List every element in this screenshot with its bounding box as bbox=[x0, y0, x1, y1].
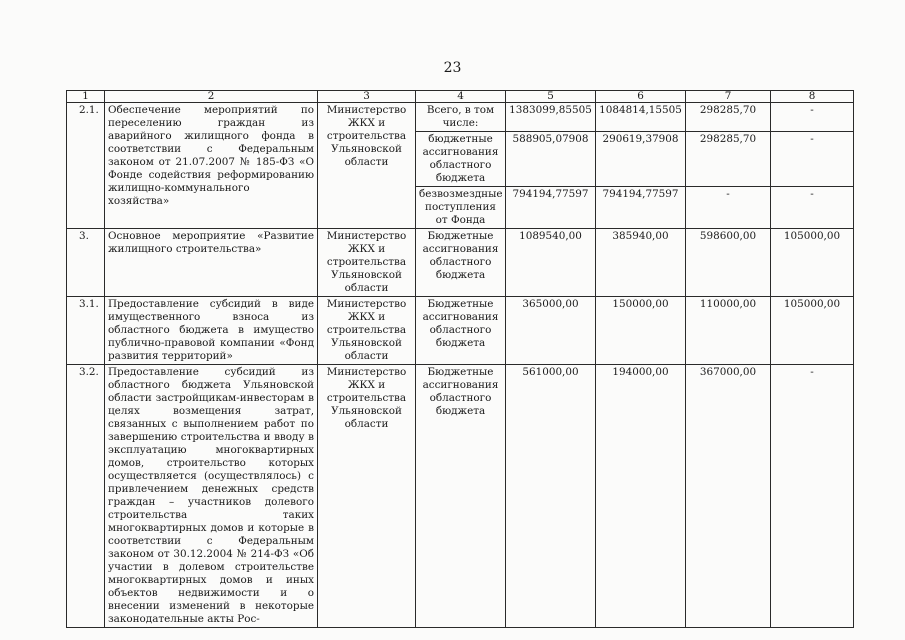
amount-col7: 367000,00 bbox=[686, 365, 771, 628]
table-row bbox=[67, 229, 854, 297]
table-row bbox=[67, 103, 854, 132]
amount-col5: 1089540,00 bbox=[506, 229, 596, 297]
amount-col8: 105000,00 bbox=[771, 229, 854, 297]
amount-col6: 794194,77597 bbox=[596, 187, 686, 229]
amount-col8: - bbox=[771, 365, 854, 628]
amount-col5: 365000,00 bbox=[506, 297, 596, 365]
program-table bbox=[66, 90, 854, 628]
activity-name: Предоставление субсидий в виде имущественного взноса из областного бюджета в имущество публично-правовой компании «Фонд развития территорий» bbox=[105, 297, 318, 365]
funding-source: Бюджетные ассигнования областного бюджета bbox=[416, 229, 506, 297]
page-number: 23 bbox=[443, 60, 462, 76]
funding-source: Бюджетные ассигнования областного бюджета bbox=[416, 365, 506, 628]
amount-col8: - bbox=[771, 103, 854, 132]
activity-name: Обеспечение мероприятий по переселению граждан из аварийного жилищного фонда в соответствии с Федеральным законом от 21.07.2007 № 185-ФЗ «О Фонде содействия реформированию жилищно-коммунального хозяйства» bbox=[105, 103, 318, 229]
activity-name: Основное мероприятие «Развитие жилищного строительства» bbox=[105, 229, 318, 297]
column-header-row bbox=[67, 91, 854, 103]
activity-name-cell bbox=[105, 365, 318, 628]
amount-col6: 1084814,15505 bbox=[596, 103, 686, 132]
table-row bbox=[67, 297, 854, 365]
column-header: 5 bbox=[506, 91, 596, 103]
column-header: 1 bbox=[67, 91, 105, 103]
amount-col8: - bbox=[771, 132, 854, 187]
row-number: 3. bbox=[67, 229, 105, 297]
table-row bbox=[67, 365, 854, 628]
funding-source: бюджетные ассигнования областного бюджета bbox=[416, 132, 506, 187]
amount-col6: 290619,37908 bbox=[596, 132, 686, 187]
column-header: 3 bbox=[318, 91, 416, 103]
amount-col6: 194000,00 bbox=[596, 365, 686, 628]
executor: Министерство ЖКХ и строительства Ульяновской области bbox=[318, 103, 416, 229]
column-header: 8 bbox=[771, 91, 854, 103]
amount-col7: 598600,00 bbox=[686, 229, 771, 297]
amount-col7: 110000,00 bbox=[686, 297, 771, 365]
amount-col8: - bbox=[771, 187, 854, 229]
amount-col7: - bbox=[686, 187, 771, 229]
row-number: 3.2. bbox=[67, 365, 105, 628]
amount-col7: 298285,70 bbox=[686, 103, 771, 132]
funding-source: Бюджетные ассигнования областного бюджета bbox=[416, 297, 506, 365]
column-header: 7 bbox=[686, 91, 771, 103]
funding-source: безвозмездные поступления от Фонда bbox=[416, 187, 506, 229]
column-header: 6 bbox=[596, 91, 686, 103]
executor: Министерство ЖКХ и строительства Ульяновской области bbox=[318, 229, 416, 297]
amount-col8: 105000,00 bbox=[771, 297, 854, 365]
funding-source: Всего, в том числе: bbox=[416, 103, 506, 132]
column-header: 4 bbox=[416, 91, 506, 103]
amount-col6: 385940,00 bbox=[596, 229, 686, 297]
amount-col5: 1383099,85505 bbox=[506, 103, 596, 132]
row-number: 2.1. bbox=[67, 103, 105, 229]
amount-col5: 588905,07908 bbox=[506, 132, 596, 187]
column-header: 2 bbox=[105, 91, 318, 103]
executor: Министерство ЖКХ и строительства Ульяновской области bbox=[318, 297, 416, 365]
row-number: 3.1. bbox=[67, 297, 105, 365]
amount-col5: 561000,00 bbox=[506, 365, 596, 628]
amount-col7: 298285,70 bbox=[686, 132, 771, 187]
amount-col5: 794194,77597 bbox=[506, 187, 596, 229]
executor: Министерство ЖКХ и строительства Ульяновской области bbox=[318, 365, 416, 628]
amount-col6: 150000,00 bbox=[596, 297, 686, 365]
activity-name: Предоставление субсидий из областного бюджета Ульяновской области застройщикам-инвесторам в целях возмещения затрат, связанных с выполнением работ по завершению строительства и вводу в эксплуатацию многоквартирных домов, строительство которых осуществляется (осуществлялось) с привлечением денежных средств граждан – участников долевого строительства таких многоквартирных домов и которые в соответствии с Федеральным законом от 30.12.2004 № 214-ФЗ «Об участии в долевом строительстве многоквартирных домов и иных объектов недвижимости и о внесении изменений в некоторые законодательные акты Рос- bbox=[108, 366, 314, 625]
